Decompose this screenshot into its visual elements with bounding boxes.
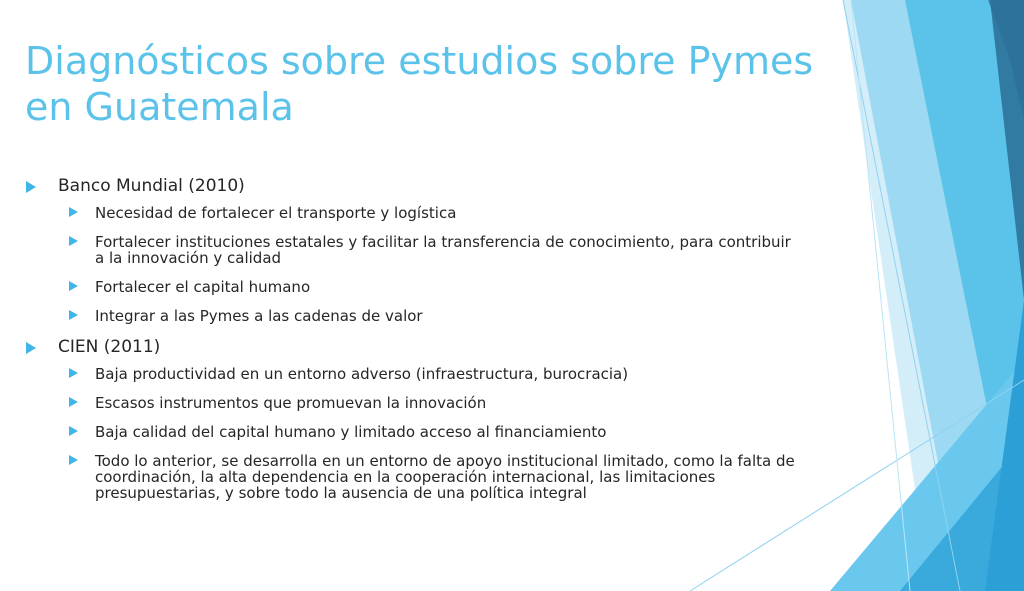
triangle-bullet-icon — [69, 368, 78, 378]
triangle-bullet-icon — [26, 342, 36, 354]
list-item — [24, 308, 804, 324]
list-item — [24, 234, 804, 266]
list-item-text: Todo lo anterior, se desarrolla en un entorno de apoyo institucional limitado, como la falta de coordinación, la alta dependencia en la cooperación internacional, las limitaciones presupuestarias, y sobre todo la ausencia de una política integral — [95, 452, 795, 502]
list-item-text: Integrar a las Pymes a las cadenas de valor — [95, 307, 423, 325]
list-item — [24, 453, 804, 501]
list-item — [24, 279, 804, 295]
triangle-bullet-icon — [69, 455, 78, 465]
triangle-bullet-icon — [69, 397, 78, 407]
triangle-bullet-icon — [69, 207, 78, 217]
section-heading — [24, 337, 804, 357]
section-heading-text: CIEN (2011) — [58, 337, 161, 357]
triangle-bullet-icon — [69, 310, 78, 320]
slide-title: Diagnósticos sobre estudios sobre Pymes en Guatemala — [25, 39, 814, 129]
triangle-bullet-icon — [69, 426, 78, 436]
list-item-text: Fortalecer el capital humano — [95, 278, 311, 296]
list-item-text: Baja productividad en un entorno adverso (infraestructura, burocracia) — [95, 365, 629, 383]
list-item-text: Escasos instrumentos que promuevan la innovación — [95, 394, 487, 412]
list-item — [24, 424, 804, 440]
list-item — [24, 395, 804, 411]
triangle-bullet-icon — [69, 236, 78, 246]
section-heading-text: Banco Mundial (2010) — [58, 176, 245, 196]
list-item — [24, 366, 804, 382]
list-item — [24, 205, 804, 221]
list-item-text: Baja calidad del capital humano y limitado acceso al financiamiento — [95, 423, 607, 441]
list-item-text: Fortalecer instituciones estatales y facilitar la transferencia de conocimiento, para contribuir a la innovación y calidad — [95, 233, 791, 267]
triangle-bullet-icon — [26, 181, 36, 193]
bullet-list — [24, 176, 804, 509]
section-heading — [24, 176, 804, 196]
triangle-bullet-icon — [69, 281, 78, 291]
list-item-text: Necesidad de fortalecer el transporte y logística — [95, 204, 457, 222]
